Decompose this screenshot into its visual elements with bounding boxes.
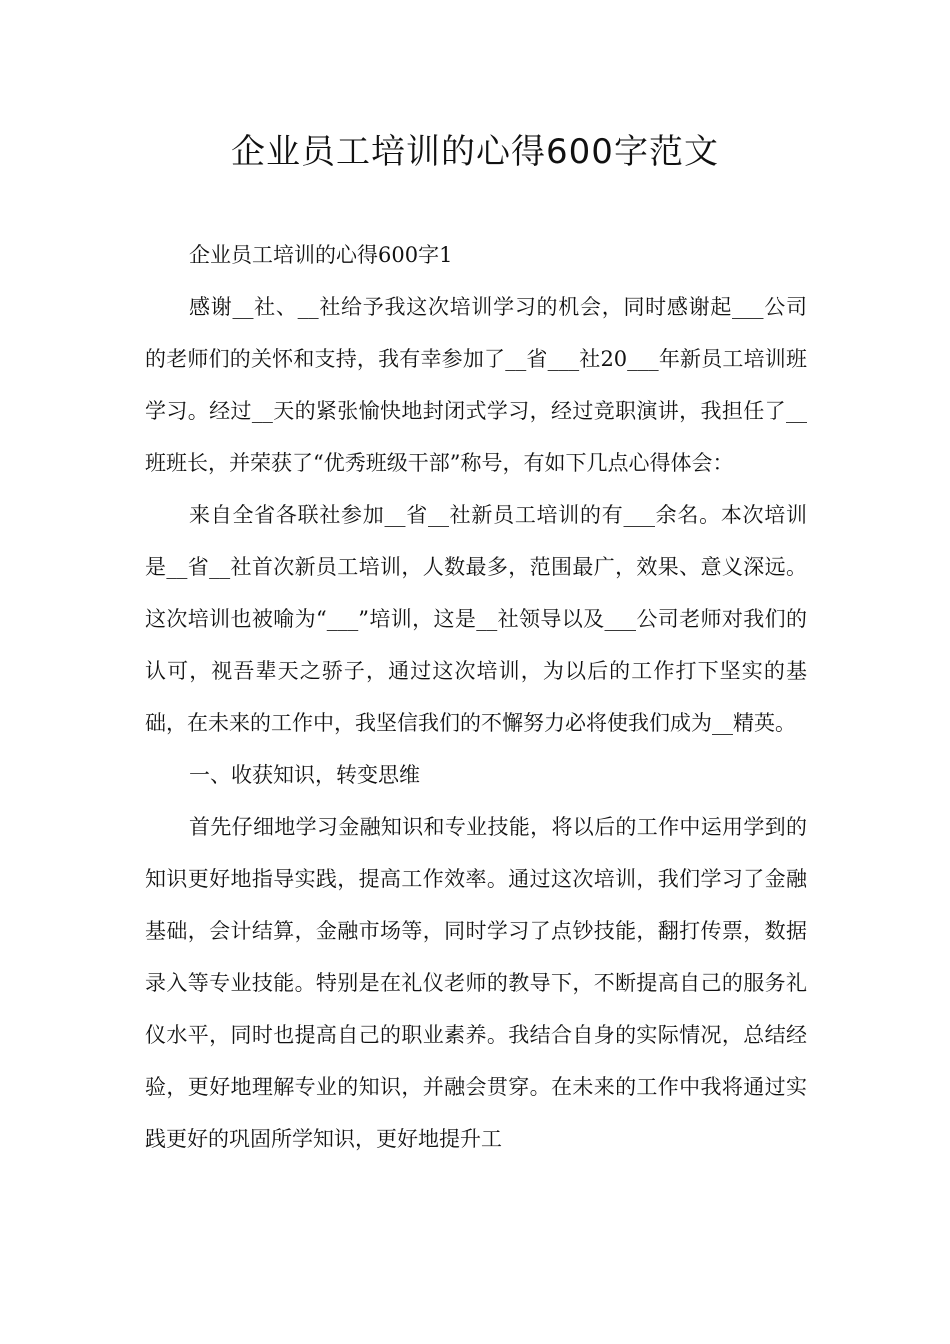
paragraph-participants: 来自全省各联社参加__省__社新员工培训的有___余名。本次培训是__省__社首次新员工培训，人数最多，范围最广，效果、意义深远。这次培训也被喻为“___”培训，这是__社领导以及___公司老师对我们的认可，视吾辈天之骄子，通过这次培训，为以后的工作打下坚实的基础，在未来的工作中，我坚信我们的不懈努力必将使我们成为__精英。: [145, 503, 807, 735]
paragraph-thanks: 感谢__社、__社给予我这次培训学习的机会，同时感谢起___公司的老师们的关怀和支持，我有幸参加了__省___社20___年新员工培训班学习。经过__天的紧张愉快地封闭式学习，经过竞职演讲，我担任了__班班长，并荣获了“优秀班级干部”称号，有如下几点心得体会：: [145, 295, 807, 475]
section-heading-knowledge: 一、收获知识，转变思维: [189, 763, 420, 787]
section-heading-1: 企业员工培训的心得600字1: [189, 243, 453, 267]
paragraph-knowledge: 首先仔细地学习金融知识和专业技能，将以后的工作中运用学到的知识更好地指导实践，提高工作效率。通过这次培训，我们学习了金融基础，会计结算，金融市场等，同时学习了点钞技能，翻打传票，数据录入等专业技能。特别是在礼仪老师的教导下，不断提高自己的服务礼仪水平，同时也提高自己的职业素养。我结合自身的实际情况，总结经验，更好地理解专业的知识，并融会贯穿。在未来的工作中我将通过实践更好的巩固所学知识，更好地提升工: [145, 815, 807, 1151]
document-title: 企业员工培训的心得600字范文: [231, 132, 719, 172]
document-body: [145, 229, 807, 1165]
